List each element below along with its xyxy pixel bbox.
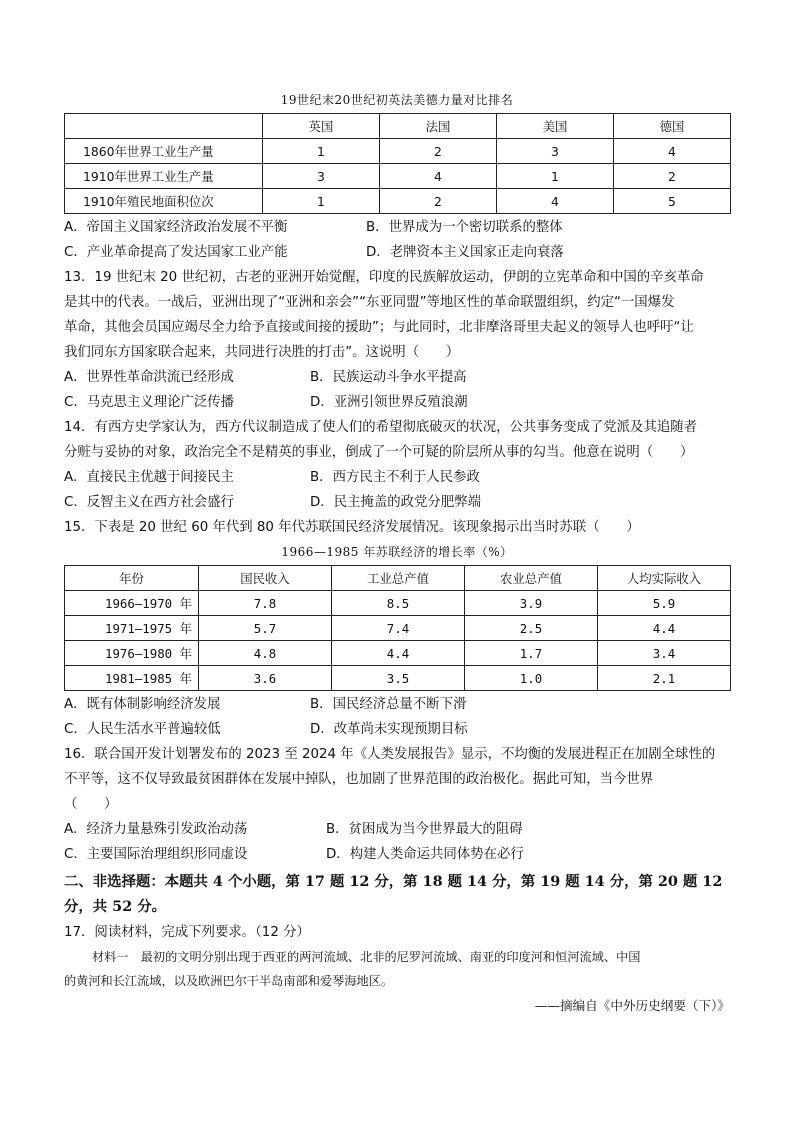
q14-options-row2 [64, 491, 734, 515]
table1-caption: 19世纪末20世纪初英法美德力量对比排名 [280, 93, 514, 107]
table-cell: 1 [263, 139, 380, 164]
table-cell: 4 [614, 139, 731, 164]
q13-option-a[interactable]: A．世界性革命洪流已经形成 [64, 370, 234, 385]
q13-option-c[interactable]: C．马克思主义理论广泛传播 [64, 395, 235, 410]
table-header-cell: 法国 [380, 114, 497, 139]
q14-stem-line: 14．有西方史学家认为，西方代议制造成了使人们的希望彻底破灭的状况，公共事务变成了党派及其追随者 [64, 420, 698, 435]
q15-options-row2 [64, 718, 734, 742]
q14-stem-line: 分赃与妥协的对象，政治完全不是精英的事业，倒成了一个可疑的阶层所从事的勾当。他意在说明（ ） [64, 445, 694, 460]
q16-stem-line: 16．联合国开发计划署发布的 2023 至 2024 年《人类发展报告》显示，不均衡的发展进程正在加剧全球性的 [64, 747, 716, 762]
table-row [65, 666, 731, 691]
row-label-cell: 1910年世界工业生产量 [65, 164, 263, 189]
q14-option-a[interactable]: A．直接民主优越于间接民主 [64, 470, 234, 485]
table-header-row [65, 114, 731, 139]
q17-source: ——摘编自《中外历史纲要（下）》 [534, 998, 730, 1013]
q16-option-c[interactable]: C．主要国际治理组织形同虚设 [64, 847, 248, 862]
table-header-cell: 工业总产值 [332, 566, 465, 591]
q15-option-b[interactable]: B．国民经济总量不断下滑 [310, 697, 467, 712]
table-header-cell: 德国 [614, 114, 731, 139]
q12-option-a[interactable]: A．帝国主义国家经济政治发展不平衡 [64, 220, 288, 235]
q13-option-b[interactable]: B．民族运动斗争水平提高 [310, 370, 467, 385]
row-label-cell: 1971—1975 年 [65, 616, 199, 641]
q16-option-b[interactable]: B．贫困成为当今世界最大的阻碍 [326, 822, 523, 837]
table-cell: 3.4 [598, 641, 731, 666]
q15-option-d[interactable]: D．改革尚未实现预期目标 [310, 722, 468, 737]
q13-stem-line: 是其中的代表。一战后，亚洲出现了“亚洲和亲会”“东亚同盟”等地区性的革命联盟组织，约定“一国爆发 [64, 295, 675, 310]
q17-material1-line2: 的黄河和长江流域，以及欧洲巴尔干半岛南部和爱琴海地区。 [64, 974, 394, 988]
q12-options-row1 [64, 216, 734, 240]
q16-stem-line: 不平等，这不仅导致最贫困群体在发展中掉队，也加剧了世界范围的政治极化。据此可知，当今世界 [64, 772, 654, 787]
table2-caption: 1966—1985 年苏联经济的增长率（%） [281, 545, 513, 559]
table-header-cell: 年份 [65, 566, 199, 591]
table-cell: 1 [497, 164, 614, 189]
table-cell: 5 [614, 189, 731, 214]
q13-stem-line: 13．19 世纪末 20 世纪初，古老的亚洲开始觉醒，印度的民族解放运动，伊朗的立宪革命和中国的辛亥革命 [64, 270, 704, 285]
table-cell: 1.0 [465, 666, 598, 691]
q17-material1-line1: 材料一 最初的文明分别出现于西亚的两河流域、北非的尼罗河流域、南亚的印度河和恒河流域、中国 [92, 950, 641, 964]
table-cell: 8.5 [332, 591, 465, 616]
table-row [65, 616, 731, 641]
q13-stem-line: 我们同东方国家联合起来，共同进行决胜的打击”。这说明（ ） [64, 345, 460, 360]
q12-options-row2 [64, 241, 734, 265]
q14-option-b[interactable]: B．西方民主不利于人民参政 [310, 470, 480, 485]
table-cell: 2 [380, 139, 497, 164]
table-cell: 3 [263, 164, 380, 189]
table-header-cell: 美国 [497, 114, 614, 139]
q16-options-row2 [64, 843, 734, 867]
table-header-cell: 农业总产值 [465, 566, 598, 591]
table-cell: 4 [380, 164, 497, 189]
table-cell: 5.9 [598, 591, 731, 616]
table-cell: 2 [380, 189, 497, 214]
q14-option-c[interactable]: C．反智主义在西方社会盛行 [64, 495, 235, 510]
section2-heading-cont: 分，共 52 分。 [64, 898, 166, 915]
table-header-cell: 国民收入 [199, 566, 332, 591]
table-cell: 1 [263, 189, 380, 214]
table-cell: 3 [497, 139, 614, 164]
table-row [65, 641, 731, 666]
table-cell: 3.5 [332, 666, 465, 691]
q13-options-row1 [64, 366, 734, 390]
ranking-table [64, 113, 731, 214]
table-header-cell: 英国 [263, 114, 380, 139]
table-header-cell: 人均实际收入 [598, 566, 731, 591]
table-cell: 3.6 [199, 666, 332, 691]
q12-option-d[interactable]: D．老牌资本主义国家正走向衰落 [366, 245, 564, 260]
q14-options-row1 [64, 466, 734, 490]
row-label-cell: 1966—1970 年 [65, 591, 199, 616]
q15-options-row1 [64, 693, 734, 717]
growth-table [64, 565, 731, 691]
table-cell: 4 [497, 189, 614, 214]
q13-stem-line: 革命，其他会员国应竭尽全力给予直接或间接的援助”；与此同时，北非摩洛哥里夫起义的领导人也呼吁“让 [64, 320, 694, 335]
q17-stem: 17．阅读材料，完成下列要求。（12 分） [64, 925, 310, 940]
table-cell: 7.4 [332, 616, 465, 641]
table-cell: 2.1 [598, 666, 731, 691]
table-cell: 5.7 [199, 616, 332, 641]
table-cell: 3.9 [465, 591, 598, 616]
table-cell: 2.5 [465, 616, 598, 641]
table-header-row [65, 566, 731, 591]
table-row [65, 139, 731, 164]
row-label-cell: 1860年世界工业生产量 [65, 139, 263, 164]
table-row [65, 189, 731, 214]
q12-option-b[interactable]: B．世界成为一个密切联系的整体 [366, 220, 563, 235]
row-label-cell: 1976—1980 年 [65, 641, 199, 666]
q14-option-d[interactable]: D．民主掩盖的政党分肥弊端 [310, 495, 481, 510]
table-cell: 2 [614, 164, 731, 189]
q16-option-a[interactable]: A．经济力量悬殊引发政治动荡 [64, 822, 248, 837]
q12-option-c[interactable]: C．产业革命提高了发达国家工业产能 [64, 245, 288, 260]
q13-options-row2 [64, 391, 734, 415]
table-header-cell [65, 114, 263, 139]
q13-option-d[interactable]: D．亚洲引领世界反殖浪潮 [310, 395, 468, 410]
table-cell: 7.8 [199, 591, 332, 616]
row-label-cell: 1981—1985 年 [65, 666, 199, 691]
q15-option-a[interactable]: A．既有体制影响经济发展 [64, 697, 221, 712]
q15-stem: 15．下表是 20 世纪 60 年代到 80 年代苏联国民经济发展情况。该现象揭示出当时苏联（ ） [64, 520, 640, 535]
table-cell: 4.8 [199, 641, 332, 666]
q15-option-c[interactable]: C．人民生活水平普遍较低 [64, 722, 221, 737]
q16-stem-line: （ ） [64, 797, 118, 812]
table-cell: 4.4 [598, 616, 731, 641]
row-label-cell: 1910年殖民地面积位次 [65, 189, 263, 214]
q16-option-d[interactable]: D．构建人类命运共同体势在必行 [326, 847, 524, 862]
table-row [65, 591, 731, 616]
table-cell: 1.7 [465, 641, 598, 666]
q16-options-row1 [64, 818, 734, 842]
table-cell: 4.4 [332, 641, 465, 666]
table-row [65, 164, 731, 189]
section2-heading: 二、非选择题：本题共 4 个小题，第 17 题 12 分，第 18 题 14 分，第 19 题 14 分，第 20 题 12 [64, 873, 723, 890]
